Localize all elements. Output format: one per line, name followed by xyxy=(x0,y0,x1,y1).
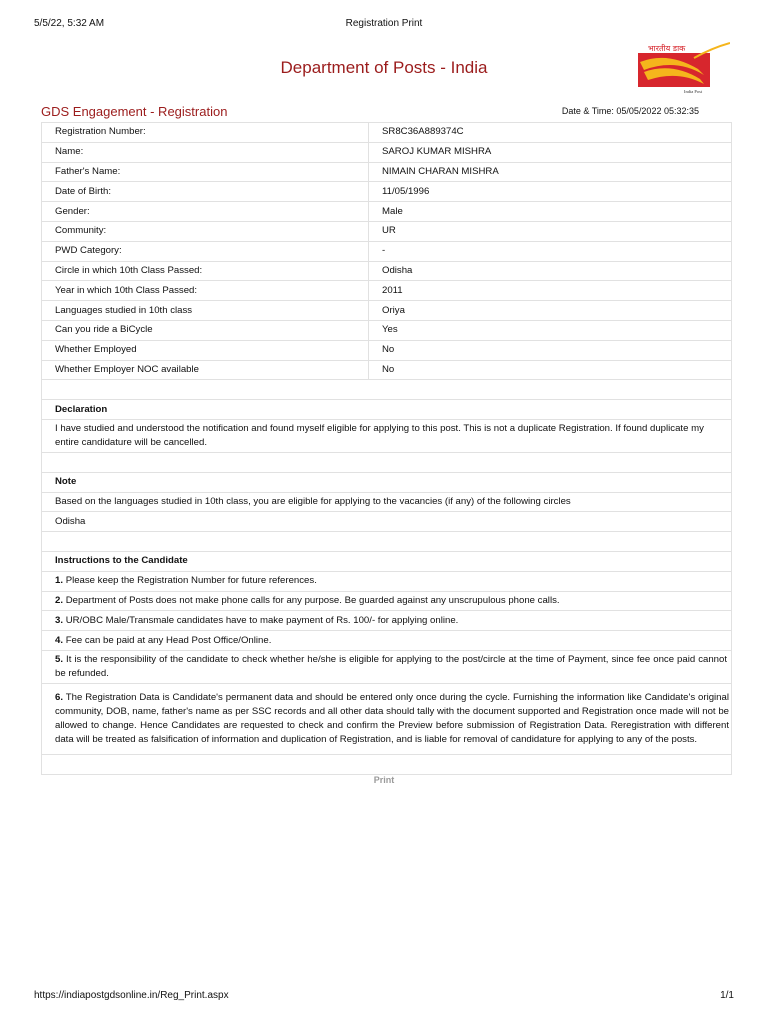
field-label: Community: xyxy=(42,221,369,241)
field-label: Father's Name: xyxy=(42,162,369,182)
note-row xyxy=(42,492,732,512)
field-value: Oriya xyxy=(369,301,732,321)
browser-print-footer xyxy=(34,990,734,1004)
logo-english-text: India Post xyxy=(684,89,703,94)
instruction-text: Department of Posts does not make phone calls for any purpose. Be guarded against any unscrupulous phone calls. xyxy=(65,594,560,606)
table-row xyxy=(42,241,732,261)
registration-table xyxy=(41,122,732,775)
instructions-heading-row xyxy=(42,551,732,571)
note-heading-row xyxy=(42,472,732,492)
table-row xyxy=(42,301,732,321)
instruction-number: 5. xyxy=(55,653,64,665)
instruction-number: 6. xyxy=(55,691,64,703)
table-row xyxy=(42,340,732,360)
spacer-row xyxy=(42,532,732,552)
field-label: Languages studied in 10th class xyxy=(42,301,369,321)
instruction-row xyxy=(42,631,732,651)
print-datetime: 5/5/22, 5:32 AM xyxy=(34,18,105,29)
print-page-title: Registration Print xyxy=(345,18,423,29)
field-value: Odisha xyxy=(369,261,732,281)
field-value: SR8C36A889374C xyxy=(369,123,732,143)
field-label: Registration Number: xyxy=(42,123,369,143)
instruction-item xyxy=(42,611,732,631)
instruction-text: The Registration Data is Candidate's permanent data and should be entered only once during the cycle. Furnishing the information like Candidate's original community, DOB, name, father's name as per SSC records and all other data should tally with the document supported and Registration once made will not be allowed to change. Hence Candidates are requested to check and confirm the Preview before submission of Registration Data. Reregistration with different data will be treated as falsification of information and duplication of Registration, and is liable for removal of candidature for applying to any of the posts. xyxy=(55,691,729,745)
instruction-text: It is the responsibility of the candidate to check whether he/she is eligible for applying to the post/circle at the time of Payment, since fee once paid cannot be refunded. xyxy=(55,653,727,679)
instruction-item xyxy=(42,591,732,611)
instruction-number: 4. xyxy=(55,634,64,646)
registration-datetime: Date & Time: 05/05/2022 05:32:35 xyxy=(561,106,699,116)
table-row xyxy=(42,202,732,222)
page-url: https://indiapostgdsonline.in/Reg_Print.aspx xyxy=(34,990,229,1001)
table-row xyxy=(42,142,732,162)
field-label: Date of Birth: xyxy=(42,182,369,202)
field-value: Yes xyxy=(369,320,732,340)
field-value: 2011 xyxy=(369,281,732,301)
declaration-heading-row xyxy=(42,400,732,420)
field-value: - xyxy=(369,241,732,261)
browser-print-header xyxy=(34,18,734,32)
table-row xyxy=(42,281,732,301)
spacer-row xyxy=(42,452,732,472)
field-label: Can you ride a BiCycle xyxy=(42,320,369,340)
field-label: Gender: xyxy=(42,202,369,222)
field-value: SAROJ KUMAR MISHRA xyxy=(369,142,732,162)
field-value: Male xyxy=(369,202,732,222)
table-row xyxy=(42,182,732,202)
instruction-number: 2. xyxy=(55,594,64,606)
note-text: Based on the languages studied in 10th class, you are eligible for applying to the vacancies (if any) of the following circles xyxy=(42,492,732,512)
field-value: NIMAIN CHARAN MISHRA xyxy=(369,162,732,182)
declaration-row xyxy=(42,419,732,452)
page-title: Department of Posts - India xyxy=(280,58,488,77)
instruction-row xyxy=(42,650,732,683)
table-row xyxy=(42,360,732,380)
field-label: Name: xyxy=(42,142,369,162)
instruction-row xyxy=(42,591,732,611)
section-title: GDS Engagement - Registration xyxy=(41,104,228,119)
field-value: No xyxy=(369,360,732,380)
field-value: No xyxy=(369,340,732,360)
instruction-item xyxy=(42,571,732,591)
instruction-item xyxy=(42,683,732,754)
india-post-logo xyxy=(638,42,730,94)
instruction-item xyxy=(42,650,732,683)
eligible-circles: Odisha xyxy=(42,512,732,532)
logo-hindi-text: भारतीय डाक xyxy=(648,44,686,53)
field-label: Whether Employer NOC available xyxy=(42,360,369,380)
field-label: Circle in which 10th Class Passed: xyxy=(42,261,369,281)
table-row xyxy=(42,221,732,241)
logo-swoosh xyxy=(694,43,730,58)
table-row xyxy=(42,320,732,340)
declaration-heading: Declaration xyxy=(42,400,732,420)
spacer-row xyxy=(42,754,732,774)
field-label: Whether Employed xyxy=(42,340,369,360)
table-row xyxy=(42,162,732,182)
field-label: PWD Category: xyxy=(42,241,369,261)
instruction-item xyxy=(42,631,732,651)
field-value: 11/05/1996 xyxy=(369,182,732,202)
field-label: Year in which 10th Class Passed: xyxy=(42,281,369,301)
instruction-row xyxy=(42,571,732,591)
spacer-row xyxy=(42,380,732,400)
print-button[interactable]: Print xyxy=(373,775,395,785)
instruction-text: Please keep the Registration Number for future references. xyxy=(65,575,317,587)
instruction-number: 3. xyxy=(55,614,64,626)
note-heading: Note xyxy=(42,472,732,492)
page-number: 1/1 xyxy=(720,990,734,1001)
instruction-number: 1. xyxy=(55,575,64,587)
instruction-row xyxy=(42,683,732,754)
table-row xyxy=(42,261,732,281)
instruction-text: Fee can be paid at any Head Post Office/Online. xyxy=(65,634,272,646)
instructions-heading: Instructions to the Candidate xyxy=(42,551,732,571)
instruction-row xyxy=(42,611,732,631)
instruction-text: UR/OBC Male/Transmale candidates have to make payment of Rs. 100/- for applying online. xyxy=(65,614,459,626)
field-value: UR xyxy=(369,221,732,241)
declaration-text: I have studied and understood the notification and found myself eligible for applying to this post. This is not a duplicate Registration. If found duplicate my entire candidature will be cancelled. xyxy=(42,419,732,452)
table-row xyxy=(42,123,732,143)
note-circles-row xyxy=(42,512,732,532)
